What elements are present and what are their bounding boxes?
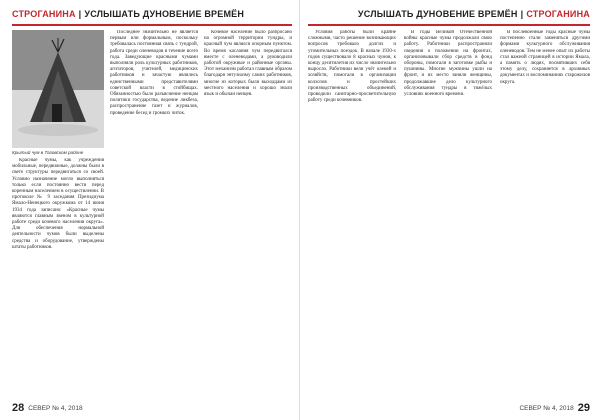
left-paragraph-3: Кочевое население было разбросано на огромной территории тундры, и красный чум являлся опорным пунктом. Во время каслания чум передвигался вместе с оленеводами, а руководили работой окружные и районные органы. Этот механизм работал главным образом благодаря энтузиазму самих работников, многие из которых были выходцами из местного населения и хорошо знали язык и обычаи ненцев.: [204, 30, 292, 98]
left-header-rule: [12, 24, 292, 26]
right-page: [300, 0, 600, 420]
left-paragraph-1: Красные чумы, как учреждения мобильные, передвижные, должны были в свете структуры передвигаться со своей. Условно назначение могло выполняться только если постоянно вести перед коренным населением в осуществлении. В протоколе № 9 заседания Президиума Ямало-Ненецкого окружкома от 14 июня 1934 года записано: «Красные чумы являются главным звеном в культурной работе среди кочевого населения округа». Для обеспечения нормальной деятельности чумов были выделены средства и оборудование, утверждены штаты работников.: [12, 158, 104, 250]
right-header-title: УСЛЫШАТЬ ДУНОВЕНИЕ ВРЕМЁН: [357, 9, 518, 19]
left-header-section: СТРОГАНИНА: [12, 9, 76, 19]
photo-caption: Крытый чум в Тазовском районе: [12, 150, 84, 155]
right-header-section: СТРОГАНИНА: [526, 9, 590, 19]
left-running-header: [12, 6, 244, 22]
right-running-header: [358, 6, 590, 22]
left-column-3: [204, 30, 292, 398]
right-column-2: [404, 30, 492, 398]
left-paragraph-2: Последнее значительно не является первым или формальным, поскольку требовалась постоянная связь с тундрой, работа среди оленеводов в течение всего года. Заведующие красными чумами выполняли роль культурных работников, агитаторов, учителей, медицинских работников и зачастую являлись единственными представителями советской власти в стойбищах. Обязанностью было разъяснение ненцам политики государства, ведение ликбеза, распространение газет и журналов, проведение бесед и громких читок.: [110, 30, 198, 116]
left-column-2: [110, 30, 198, 398]
left-page-number: 28: [12, 402, 25, 414]
left-magazine-issue: СЕВЕР № 4, 2018: [28, 404, 83, 412]
right-paragraph-3: В послевоенные годы красные чумы постепенно стали заменяться другими формами культурного обслуживания оленеводов. Тем не менее опыт их работы стал важной страницей в истории Ямала, а память о людях, посвятивших себя этому делу, сохраняется в архивных документах и воспоминаниях старожилов округа.: [500, 30, 590, 85]
right-column-1: [308, 30, 396, 398]
right-page-number: 29: [577, 402, 590, 414]
left-footer: [12, 402, 83, 414]
right-paragraph-2: В годы Великой Отечественной войны красные чумы продолжали свою работу. Работники распространяли сведения о положении на фронтах, организовывали сбор средств в фонд обороны, помогали в заготовке рыбы и пушнины. Многие мужчины ушли на фронт, и их место заняли женщины, продолжавшие дело культурного обслуживания тундры в тяжёлых условиях военного времени.: [404, 30, 492, 98]
photo-icon: [12, 30, 104, 148]
right-footer: [519, 402, 590, 414]
left-column-1: [12, 158, 104, 398]
right-header-separator: |: [520, 9, 524, 19]
left-header-title: УСЛЫШАТЬ ДУНОВЕНИЕ ВРЕМЁН: [84, 9, 245, 19]
chum-photo: [12, 30, 104, 148]
right-paragraph-1: Условия работы были крайне сложными, часто решение возникающих вопросов требовало долгих и утомительных поездок. В начале 1930-х годов существовало 8 красных чумов, к концу десятилетия их число значительно выросло. Работники вели учёт оленей и хозяйств, помогали в организации колхозов и простейших производственных объединений, проводили санитарно-просветительную работу среди кочевников.: [308, 30, 396, 104]
left-header-separator: |: [78, 9, 82, 19]
right-magazine-issue: СЕВЕР № 4, 2018: [519, 404, 574, 412]
right-column-3: [500, 30, 590, 398]
right-header-rule: [308, 24, 590, 26]
